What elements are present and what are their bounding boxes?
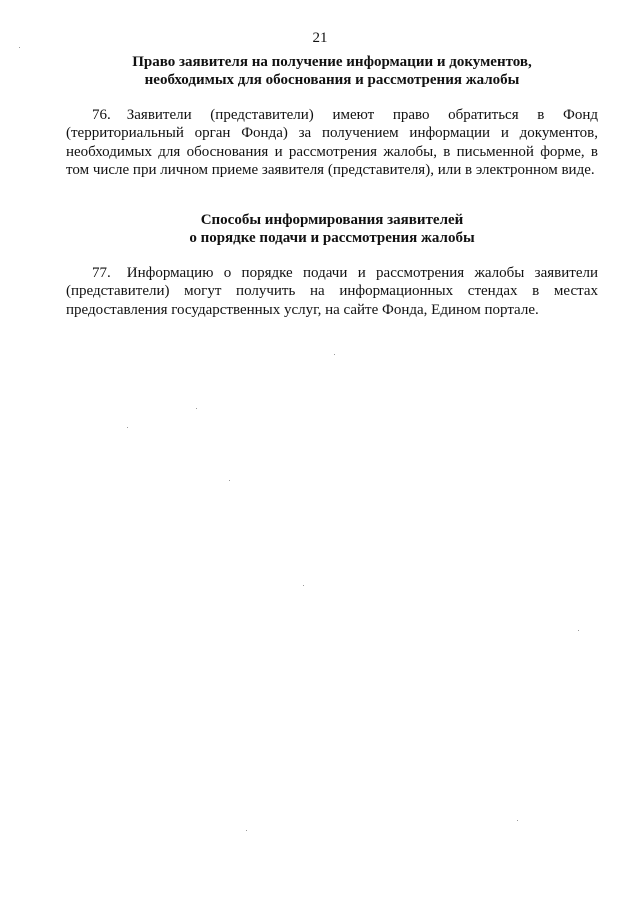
paragraph-text: Информацию о порядке подачи и рассмотрения жалобы заявители (представители) могут получить на информационных стендах в местах предоставления государственных услуг, на сайте Фонда, Едином портале.: [66, 265, 598, 318]
scan-speck: [196, 408, 197, 409]
paragraph-number: 77.: [92, 265, 111, 281]
heading-line: необходимых для обоснования и рассмотрения жалобы: [144, 72, 520, 88]
page-number: 21: [312, 30, 328, 46]
paragraph-76: [66, 106, 598, 179]
scan-speck: [578, 630, 579, 631]
scan-speck: [19, 47, 20, 48]
section-heading-informing-methods: [66, 211, 598, 247]
paragraph-77: [66, 264, 598, 319]
heading-line: Право заявителя на получение информации и документов,: [132, 54, 532, 70]
scan-speck: [229, 480, 230, 481]
section-heading-applicant-rights: [66, 53, 598, 89]
scan-speck: [127, 427, 128, 428]
scan-speck: [334, 354, 335, 355]
paragraph-number: 76.: [92, 107, 111, 123]
scan-speck: [517, 820, 518, 821]
paragraph-text: Заявители (представители) имеют право обратиться в Фонд (территориальный орган Фонда) за получением информации и документов, необходимых для обоснования и рассмотрения жалобы, в письменной форме, в том числе при личном приеме заявителя (представителя), или в электронном виде.: [66, 107, 598, 178]
scan-speck: [246, 830, 247, 831]
heading-line: о порядке подачи и рассмотрения жалобы: [189, 230, 475, 246]
heading-line: Способы информирования заявителей: [200, 212, 464, 228]
scan-speck: [303, 585, 304, 586]
